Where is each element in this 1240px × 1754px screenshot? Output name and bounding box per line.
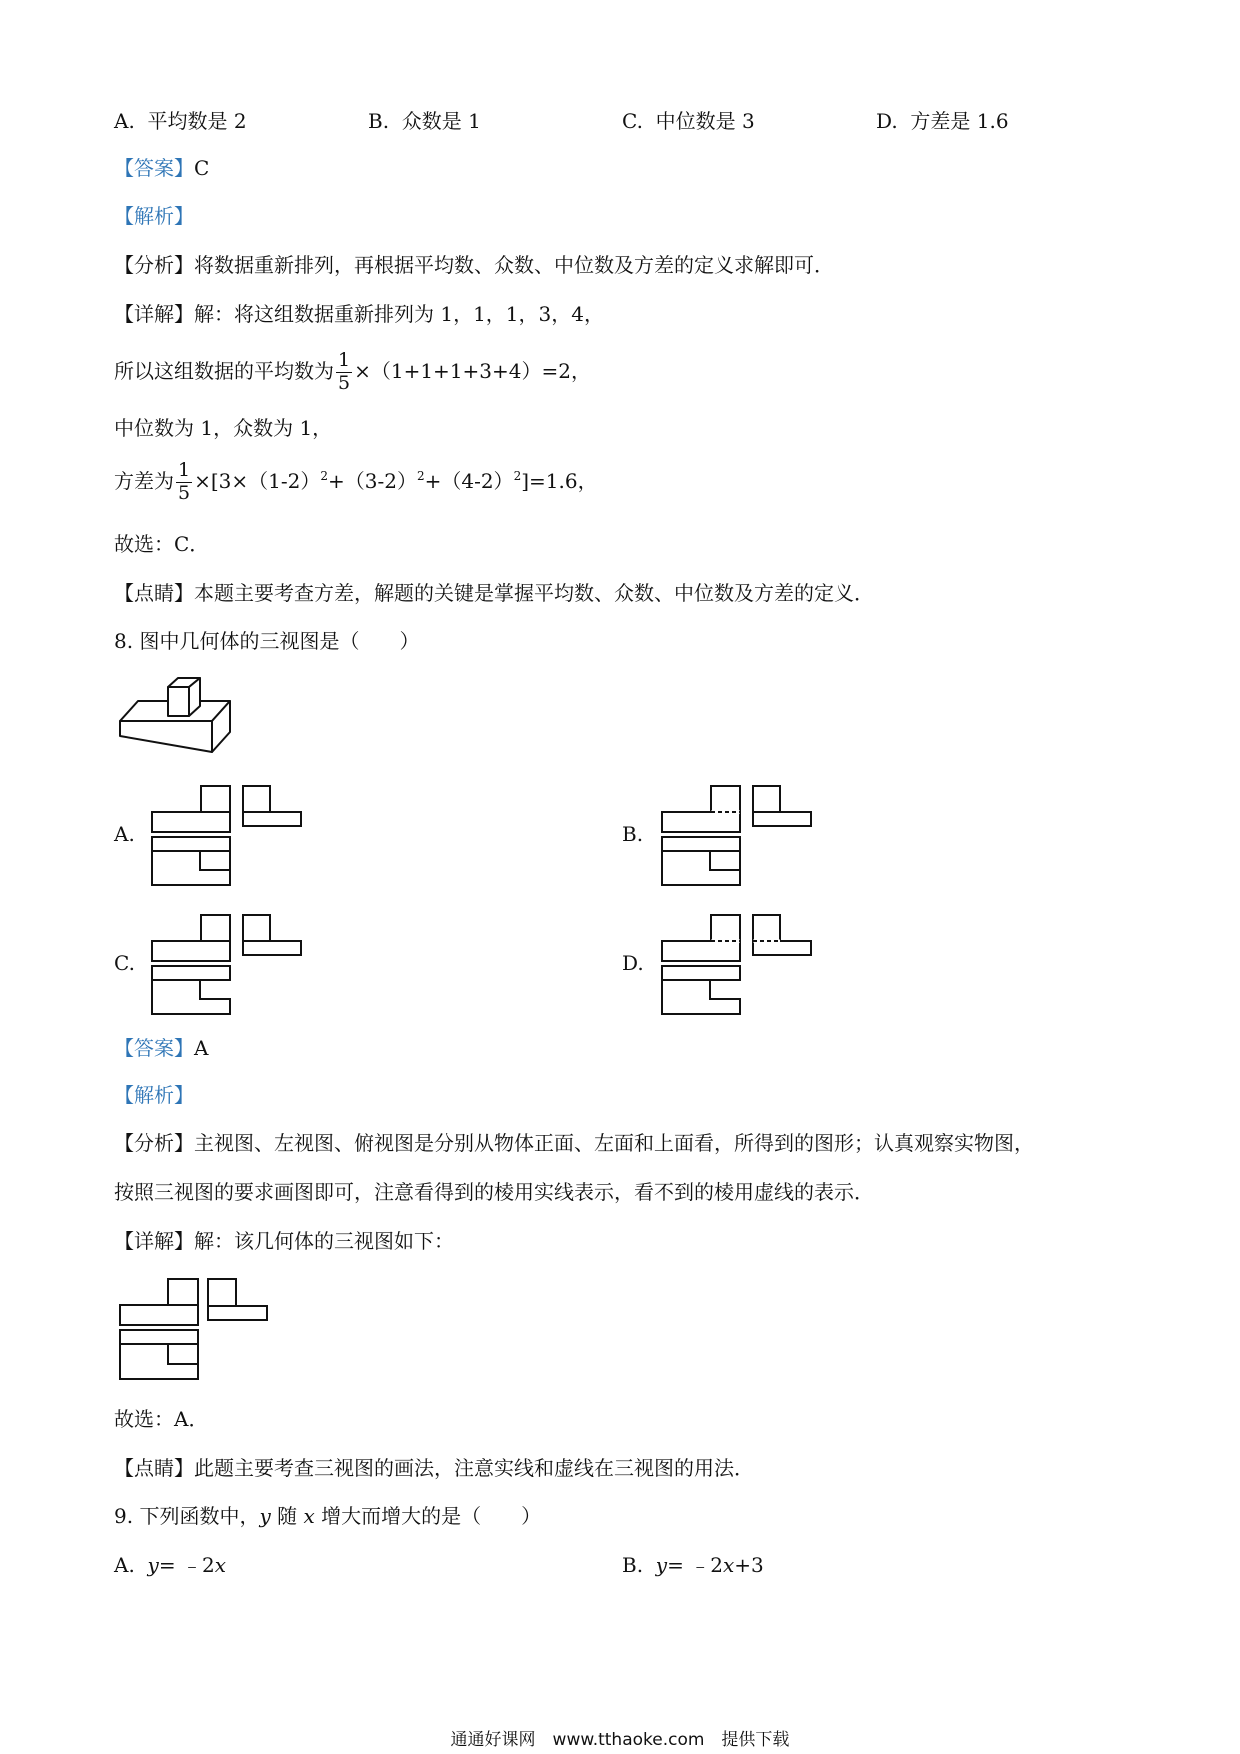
q7-option-a: A. 平均数是 2 — [114, 109, 247, 133]
q8-option-a-letter: A. — [114, 822, 135, 846]
q7-dianjing: 【点睛】本题主要考查方差，解题的关键是掌握平均数、众数、中位数及方差的定义． — [114, 581, 874, 605]
footer-watermark: 通通好课网 www.tthaoke.com 提供下载 — [450, 1730, 790, 1750]
q8-xiangjie: 【详解】解：该几何体的三视图如下： — [114, 1229, 454, 1253]
q8-fenxi-line-1: 【分析】主视图、左视图、俯视图是分别从物体正面、左面和上面看，所得到的图形；认真观察实物图， — [114, 1131, 1034, 1155]
q8-answer: 【答案】A — [114, 1036, 209, 1060]
q8-option-c-views — [150, 913, 300, 1015]
q8-dianjing: 【点睛】此题主要考查三视图的画法，注意实线和虚线在三视图的用法． — [114, 1456, 754, 1480]
fraction-one-fifth: $\frac{1}{5}$ — [338, 349, 351, 394]
q7-median-mode: 中位数为 1，众数为 1， — [114, 416, 333, 440]
q7-option-d: D. 方差是 1.6 — [876, 109, 1009, 133]
q8-solution-views — [118, 1277, 268, 1382]
fraction-one-fifth-variance: $\frac{1}{5}$ — [178, 459, 191, 504]
q7-option-c: C. 中位数是 3 — [622, 109, 755, 133]
q7-option-b: B. 众数是 1 — [368, 109, 481, 133]
q8-option-d-letter: D. — [622, 951, 644, 975]
q8-choose: 故选：A． — [114, 1407, 209, 1431]
q8-option-b-views — [660, 784, 810, 886]
q7-answer: 【答案】C — [114, 156, 210, 180]
q7-variance-line: 方差为 $\frac{1}{5}$ $\times[3\times(1-2)^2+(3-2)^2+(4-2)^2]=1.6$， — [114, 459, 598, 504]
solid-figure — [118, 676, 233, 756]
q7-mean-line: 所以这组数据的平均数为 $\frac{1}{5}$ ×（1+1+1+3+4）=2， — [114, 349, 591, 394]
q8-question: 8. 图中几何体的三视图是（ ） — [114, 629, 420, 653]
q7-analysis-heading: 【解析】 — [114, 204, 194, 228]
q7-fenxi: 【分析】将数据重新排列，再根据平均数、众数、中位数及方差的定义求解即可． — [114, 253, 834, 277]
q8-option-c-letter: C. — [114, 951, 135, 975]
q8-option-b-letter: B. — [622, 822, 644, 846]
q7-xiangjie: 【详解】解：将这组数据重新排列为 1，1，1，3，4， — [114, 302, 604, 326]
q9-question: 9. 下列函数中，y 随 x 增大而增大的是（ ） — [114, 1504, 542, 1528]
q7-choose: 故选：C． — [114, 532, 210, 556]
q8-analysis-heading: 【解析】 — [114, 1083, 194, 1107]
q8-option-a-views — [150, 784, 300, 886]
q9-option-b: B. y= ﹣2x+3 — [622, 1553, 764, 1577]
q8-option-d-views — [660, 913, 810, 1015]
q9-option-a: A. y= ﹣2x — [114, 1553, 226, 1577]
q8-fenxi-line-2: 按照三视图的要求画图即可，注意看得到的棱用实线表示，看不到的棱用虚线的表示． — [114, 1180, 874, 1204]
